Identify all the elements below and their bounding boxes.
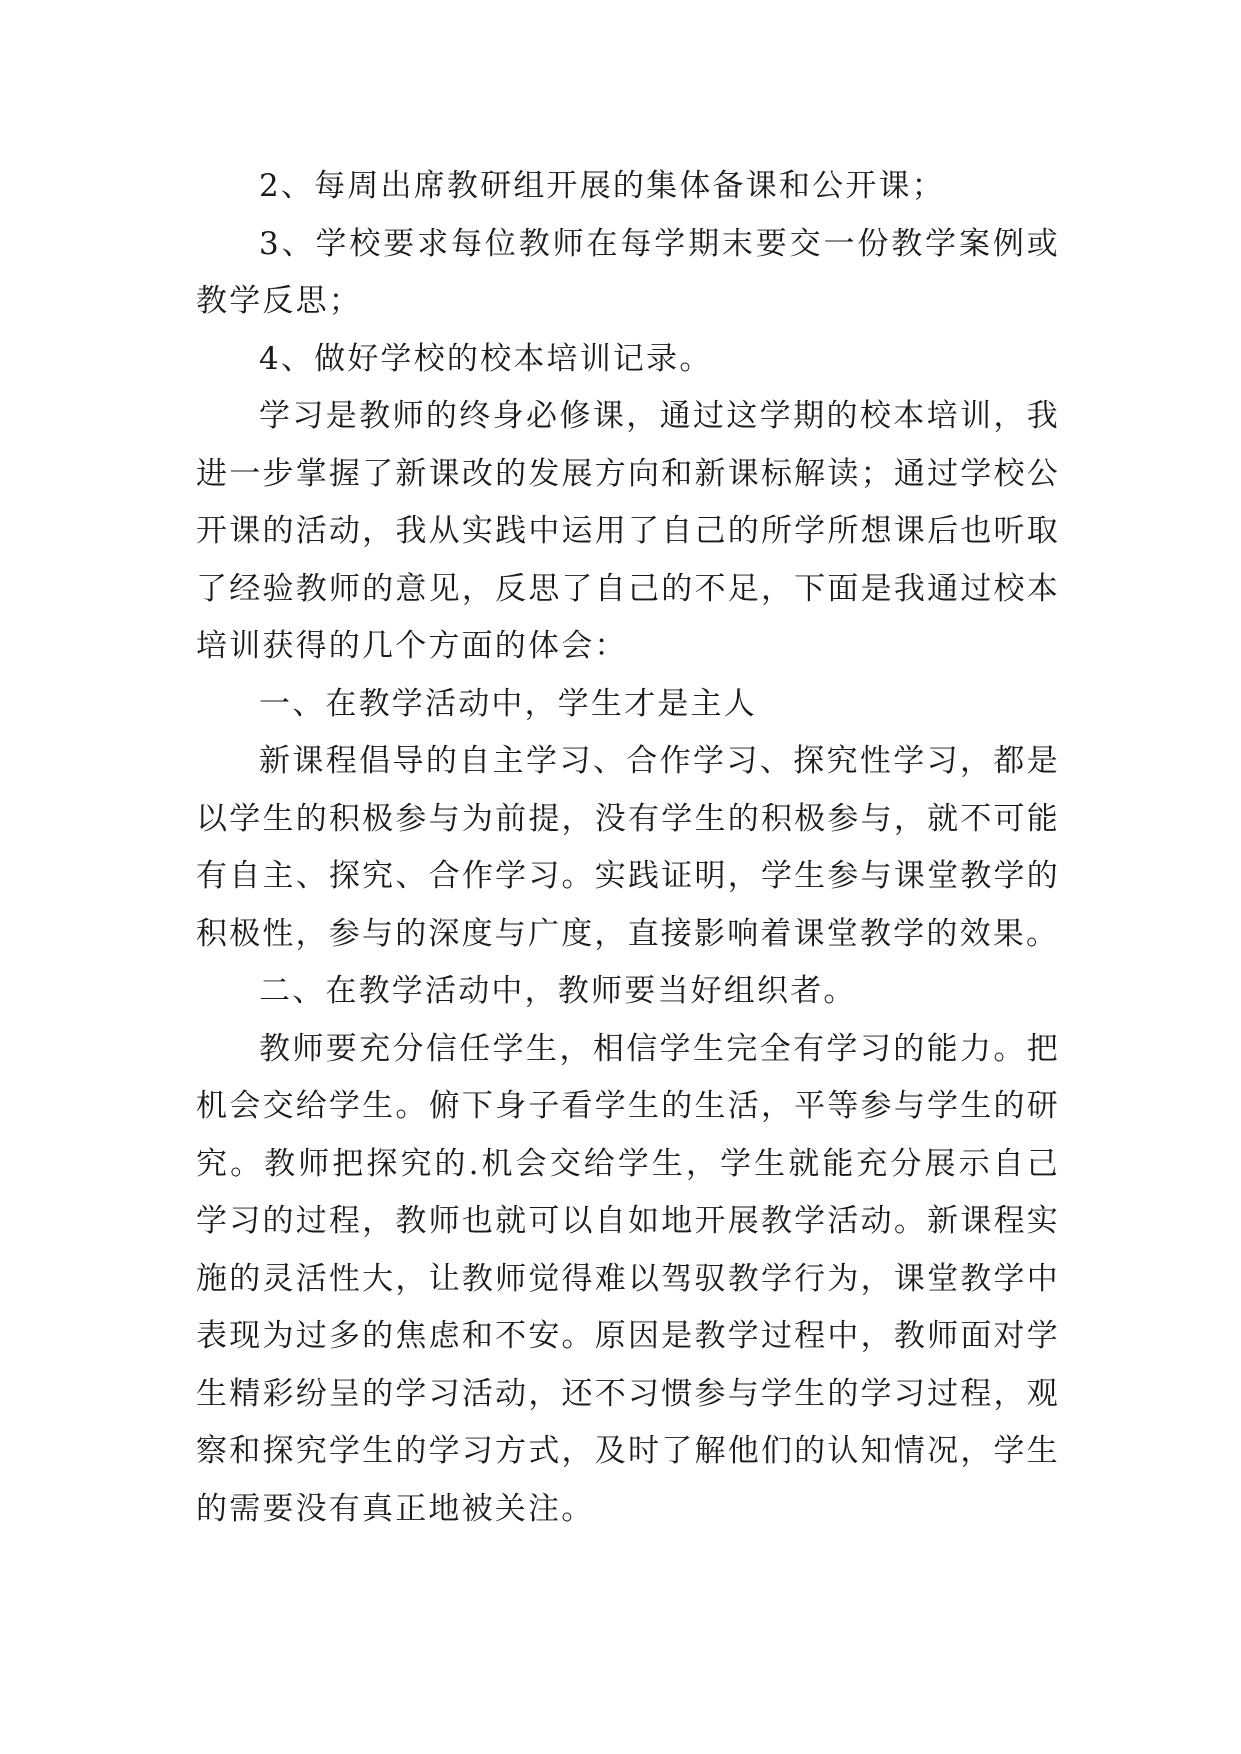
body-paragraph-2: 教师要充分信任学生，相信学生完全有学习的能力。把机会交给学生。俯下身子看学生的生活，平等参与学生的研究。教师把探究的.机会交给学生，学生就能充分展示自己学习的过程，教师也就可以自如地开展教学活动。新课程实施的灵活性大，让教师觉得难以驾驭教学行为，课堂教学中表现为过多的焦虑和不安。原因是教学过程中，教师面对学生精彩纷呈的学习活动，还不习惯参与学生的学习过程，观察和探究学生的学习方式，及时了解他们的认知情况，学生的需要没有真正地被关注。: [196, 1030, 1060, 1527]
body-paragraph-1: 新课程倡导的自主学习、合作学习、探究性学习，都是以学生的积极参与为前提，没有学生的积极参与，就不可能有自主、探究、合作学习。实践证明，学生参与课堂教学的积极性，参与的深度与广度，直接影响着课堂教学的效果。: [196, 743, 1060, 952]
list-item-2: 2、每周出席教研组开展的集体备课和公开课；: [259, 168, 945, 204]
list-item-3: 3、学校要求每位教师在每学期末要交一份教学案例或教学反思；: [196, 225, 1060, 319]
section-heading-2: 二、在教学活动中，教师要当好组织者。: [259, 973, 857, 1009]
document-body: [196, 158, 1060, 1538]
list-item-4: 4、做好学校的校本培训记录。: [259, 340, 713, 377]
section-heading-1: 一、在教学活动中，学生才是主人: [259, 685, 757, 722]
body-paragraph-intro: 学习是教师的终身必修课，通过这学期的校本培训，我进一步掌握了新课改的发展方向和新课标解读；通过学校公开课的活动，我从实践中运用了自己的所学所想课后也听取了经验教师的意见，反思了自己的不足，下面是我通过校本培训获得的几个方面的体会：: [196, 398, 1060, 664]
